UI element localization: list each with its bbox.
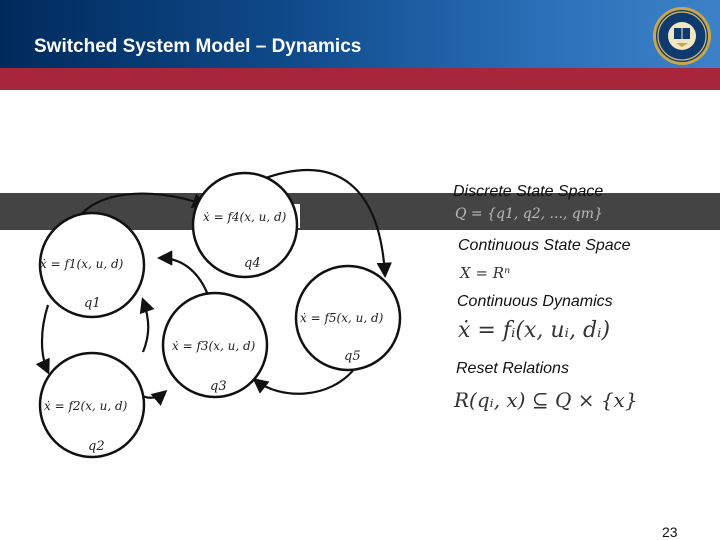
transition-q3-q1	[160, 258, 208, 295]
state-q1-label: q1	[84, 296, 101, 311]
continuous-dynamics-label: Continuous Dynamics	[457, 293, 613, 310]
state-q3-label: q3	[210, 379, 227, 394]
slide-title: Switched System Model – Dynamics	[34, 36, 362, 57]
continuous-state-space-formula: X = Rⁿ	[460, 264, 511, 282]
transition-q2-q1	[143, 300, 148, 352]
discrete-state-space-label: Discrete State Space	[453, 183, 604, 200]
continuous-dynamics-formula: ẋ = fᵢ(x, uᵢ, dᵢ)	[458, 318, 611, 343]
continuous-state-space-label: Continuous State Space	[458, 237, 631, 254]
state-q2-label: q2	[88, 439, 105, 454]
state-q1-equation: ẋ = f1(x, u, d)	[40, 257, 124, 271]
page-number: 23	[662, 524, 678, 540]
reset-relations-label: Reset Relations	[456, 360, 569, 377]
reset-relations-formula: R(qᵢ, x) ⊆ Q × {x}	[454, 388, 638, 412]
state-q4-equation: ẋ = f4(x, u, d)	[203, 210, 287, 224]
state-q5-label: q5	[344, 349, 361, 364]
discrete-state-space-formula: Q = {q1, q2, ..., qm}	[455, 206, 603, 222]
state-q3-equation: ẋ = f3(x, u, d)	[172, 339, 256, 353]
transition-q5-q3	[255, 368, 355, 394]
state-q2-equation: ẋ = f2(x, u, d)	[44, 399, 128, 413]
transition-q1-q2	[42, 305, 48, 372]
state-q4-label: q4	[244, 256, 261, 271]
state-q5-equation: ẋ = f5(x, u, d)	[300, 311, 384, 325]
